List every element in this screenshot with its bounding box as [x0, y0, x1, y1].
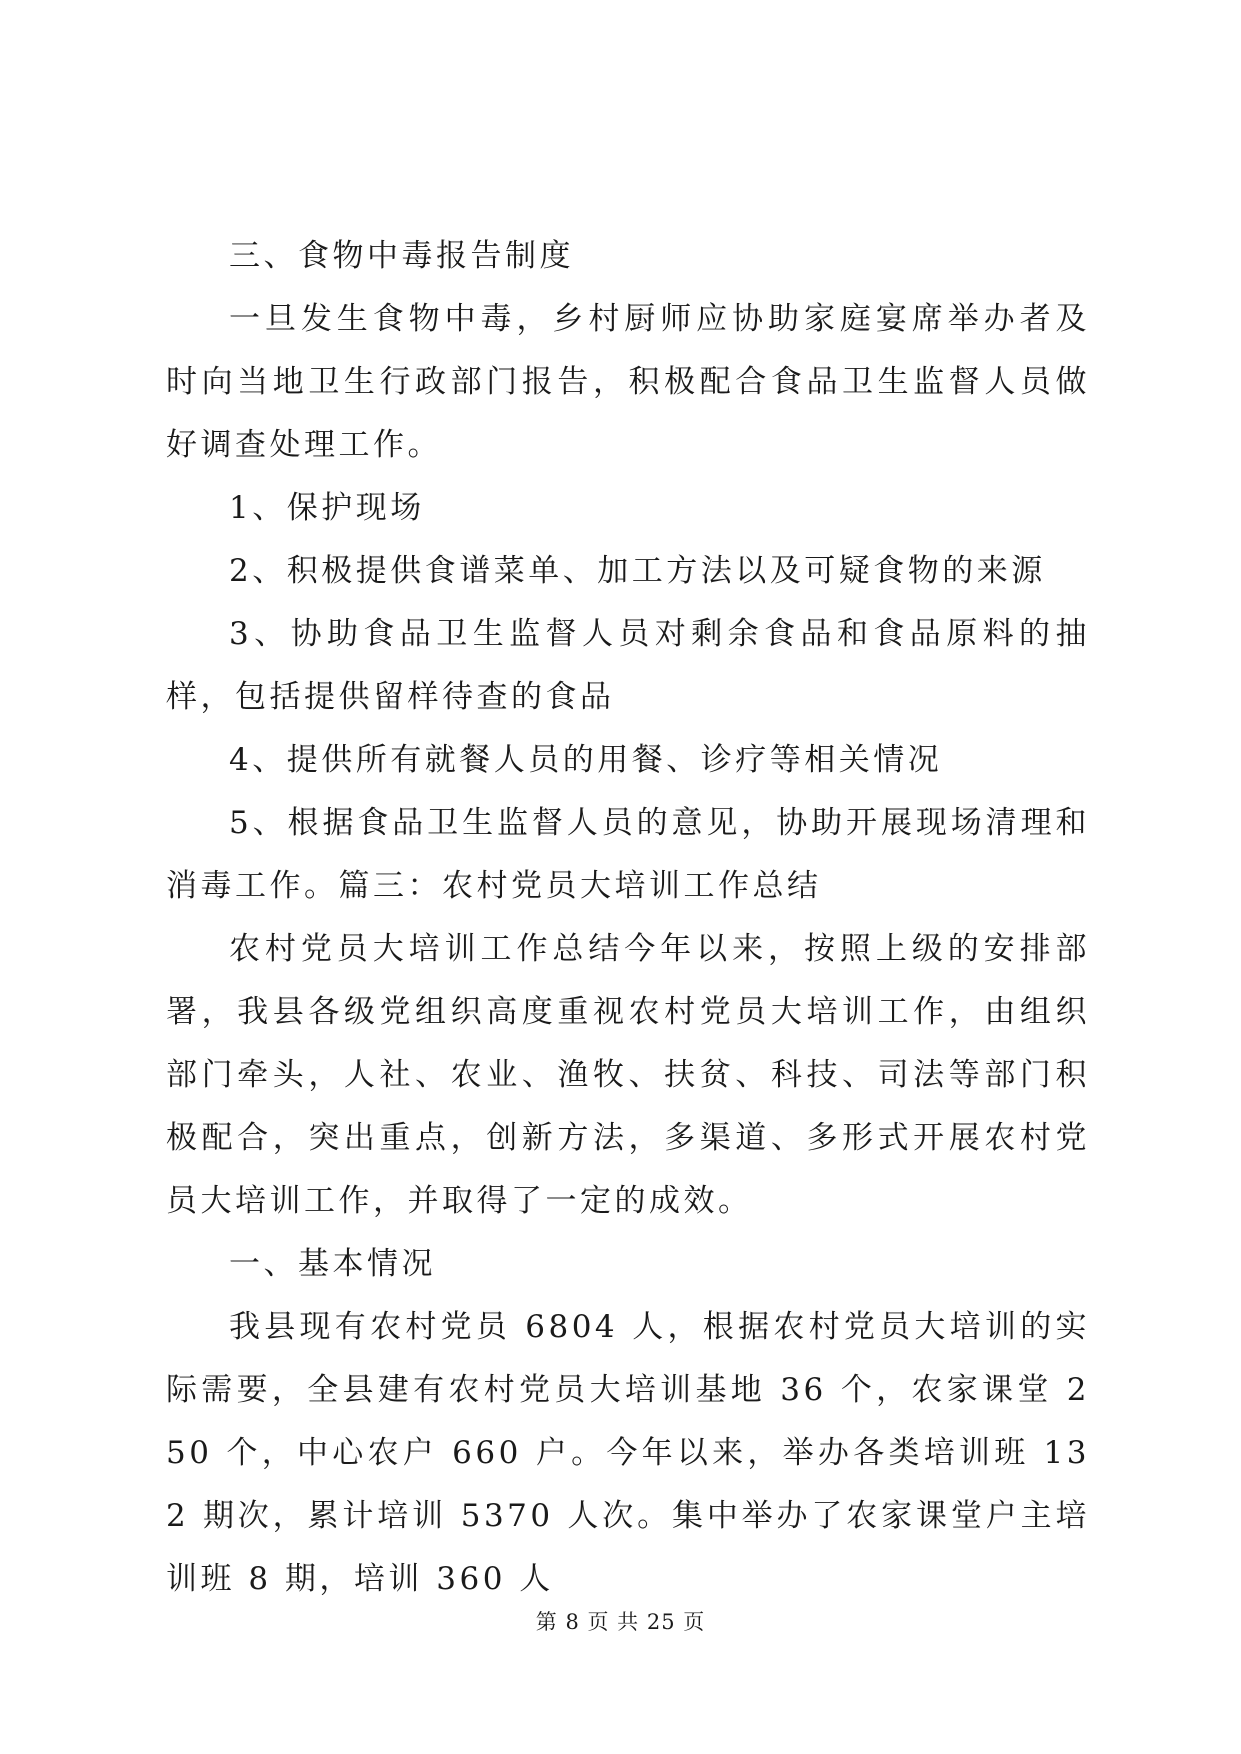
paragraph-report-duty: 一旦发生食物中毒，乡村厨师应协助家庭宴席举办者及时向当地卫生行政部门报告，积极配合食品卫生监督人员做好调查处理工作。 [166, 301, 1090, 463]
list-item-2: 2、积极提供食谱菜单、加工方法以及可疑食物的来源 [229, 553, 1046, 589]
list-item-5: 5、根据食品卫生监督人员的意见，协助开展现场清理和消毒工作。篇三：农村党员大培训工作总结 [166, 805, 1090, 904]
paragraph-training-summary: 农村党员大培训工作总结今年以来，按照上级的安排部署，我县各级党组织高度重视农村党员大培训工作，由组织部门牵头，人社、农业、渔牧、扶贫、科技、司法等部门积极配合，突出重点，创新方法，多渠道、多形式开展农村党员大培训工作，并取得了一定的成效。 [166, 931, 1090, 1219]
document-body [166, 225, 1090, 1611]
paragraph-basic-situation: 我县现有农村党员 6804 人，根据农村党员大培训的实际需要，全县建有农村党员大培训基地 36 个，农家课堂 250 个，中心农户 660 户。今年以来，举办各类培训班 132 期次，累计培训 5370 人次。集中举办了农家课堂户主培训班 8 期，培训 360 人 [166, 1309, 1090, 1597]
section-heading-food-poisoning-report: 三、食物中毒报告制度 [229, 238, 574, 274]
list-item-1: 1、保护现场 [229, 490, 425, 526]
section-heading-basic-situation: 一、基本情况 [229, 1246, 436, 1282]
page-number-footer: 第 8 页 共 25 页 [535, 1610, 706, 1634]
list-item-4: 4、提供所有就餐人员的用餐、诊疗等相关情况 [229, 742, 943, 778]
list-item-3: 3、协助食品卫生监督人员对剩余食品和食品原料的抽样，包括提供留样待查的食品 [166, 616, 1090, 715]
